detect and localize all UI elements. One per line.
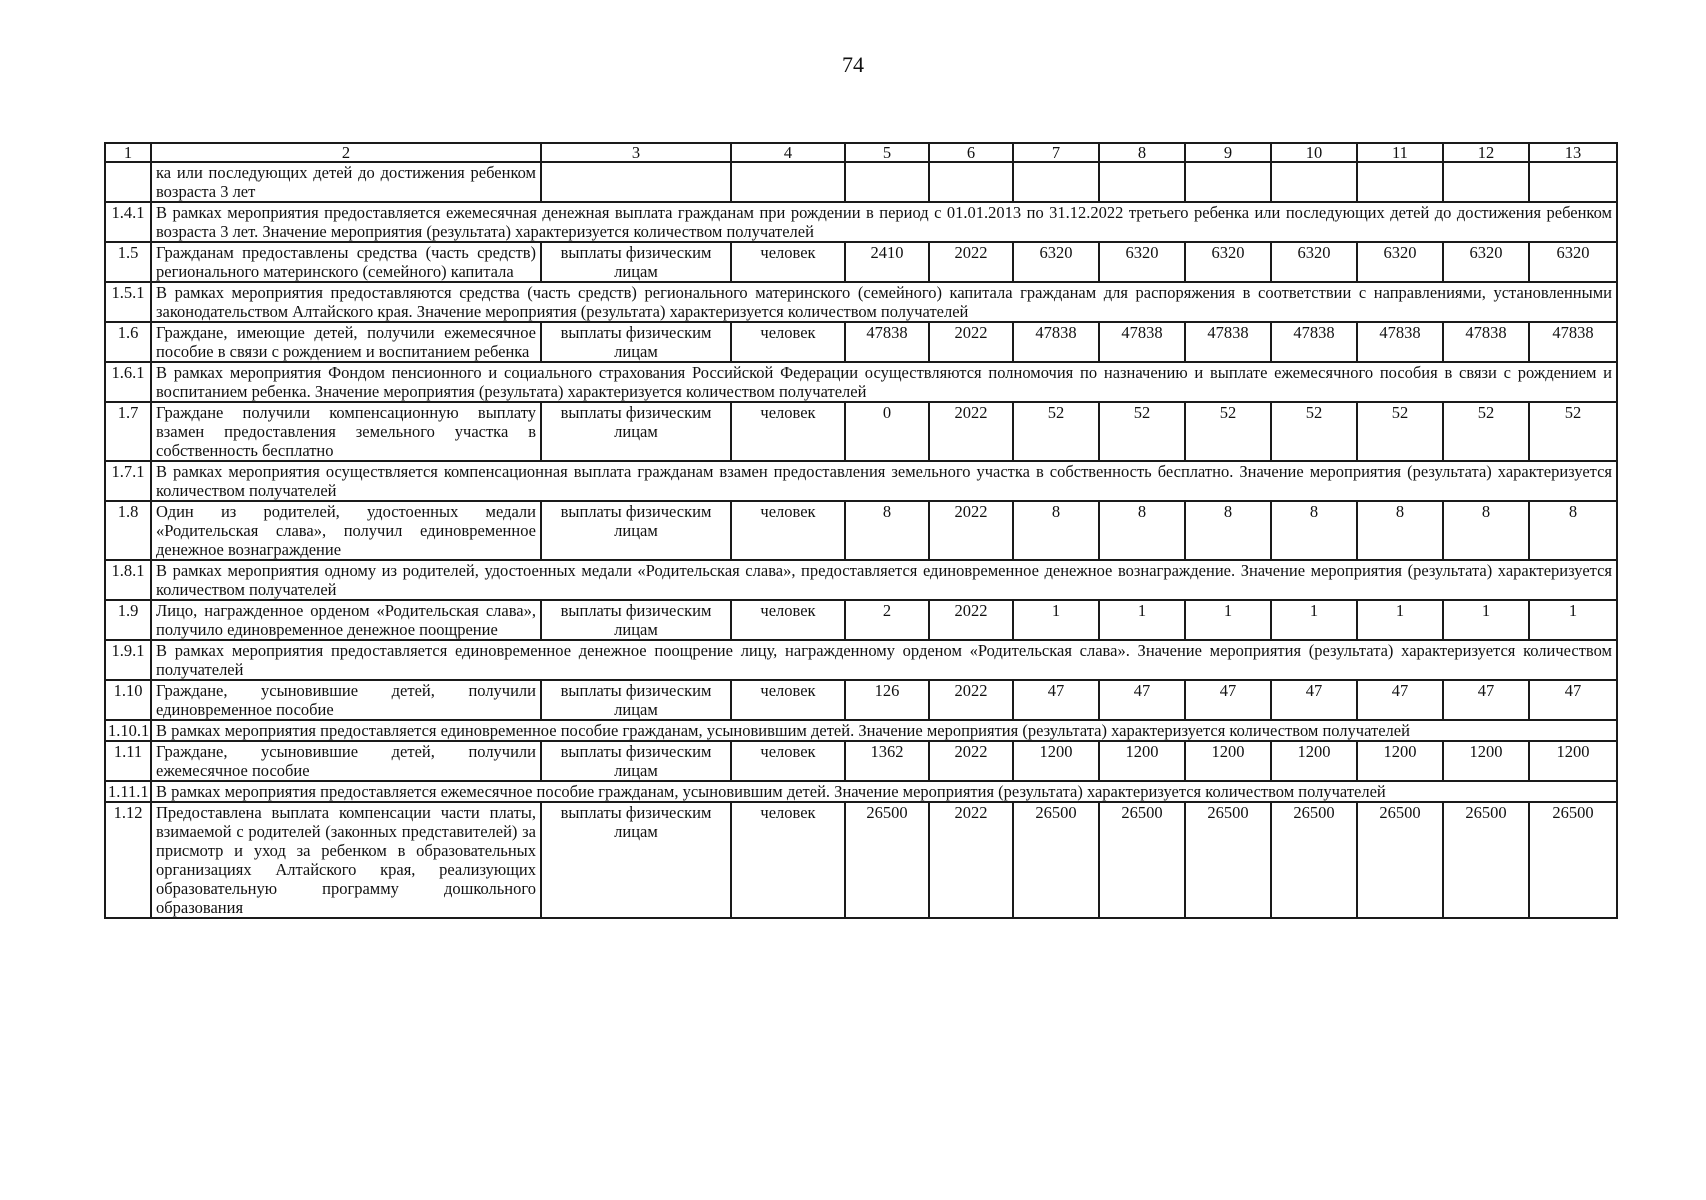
unit: человек	[731, 802, 845, 918]
col-header-6: 6	[929, 143, 1013, 162]
indicator-name: ка или последующих детей до достижения ребенком возраста 3 лет	[151, 162, 541, 202]
target-value-7: 26500	[1529, 802, 1617, 918]
indicator-row	[105, 322, 1617, 362]
col-header-2: 2	[151, 143, 541, 162]
col-header-1: 1	[105, 143, 151, 162]
row-number: 1.7	[105, 402, 151, 461]
indicator-row	[105, 802, 1617, 918]
description-row	[105, 781, 1617, 802]
target-value-5: 8	[1357, 501, 1443, 560]
description-row	[105, 560, 1617, 600]
indicator-row	[105, 680, 1617, 720]
target-value-2: 26500	[1099, 802, 1185, 918]
description-text: В рамках мероприятия предоставляется единовременное пособие гражданам, усыновившим детей. Значение мероприятия (результата) характеризуется количеством получателей	[151, 720, 1617, 741]
indicator-row	[105, 741, 1617, 781]
base-value: 26500	[845, 802, 929, 918]
col-header-12: 12	[1443, 143, 1529, 162]
description-row	[105, 202, 1617, 242]
col-header-13: 13	[1529, 143, 1617, 162]
unit: человек	[731, 242, 845, 282]
indicator-name: Предоставлена выплата компенсации части платы, взимаемой с родителей (законных представителей) за присмотр и уход за ребенком в образовательных организациях Алтайского края, реализующих образовательную программу дошкольного образования	[151, 802, 541, 918]
col-header-11: 11	[1357, 143, 1443, 162]
row-number: 1.5.1	[105, 282, 151, 322]
base-value: 47838	[845, 322, 929, 362]
target-value-3: 52	[1185, 402, 1271, 461]
col-header-8: 8	[1099, 143, 1185, 162]
target-value-1: 47	[1013, 680, 1099, 720]
target-value-2: 6320	[1099, 242, 1185, 282]
target-value-7: 6320	[1529, 242, 1617, 282]
description-text: В рамках мероприятия осуществляется компенсационная выплата гражданам взамен предоставления земельного участка в собственность бесплатно. Значение мероприятия (результата) характеризуется количеством получателей	[151, 461, 1617, 501]
target-value-5: 6320	[1357, 242, 1443, 282]
target-value-4: 1200	[1271, 741, 1357, 781]
unit: человек	[731, 600, 845, 640]
target-value-7: 1200	[1529, 741, 1617, 781]
col-header-5: 5	[845, 143, 929, 162]
base-year: 2022	[929, 322, 1013, 362]
target-value-2: 52	[1099, 402, 1185, 461]
col-header-9: 9	[1185, 143, 1271, 162]
base-year: 2022	[929, 741, 1013, 781]
description-row	[105, 282, 1617, 322]
target-value-4: 52	[1271, 402, 1357, 461]
description-text: В рамках мероприятия предоставляется единовременное денежное поощрение лицу, награжденному орденом «Родительская слава». Значение мероприятия (результата) характеризуется количеством получателей	[151, 640, 1617, 680]
target-value-3: 47	[1185, 680, 1271, 720]
description-text: В рамках мероприятия предоставляется ежемесячное пособие гражданам, усыновившим детей. Значение мероприятия (результата) характеризуется количеством получателей	[151, 781, 1617, 802]
row-number: 1.9	[105, 600, 151, 640]
target-value-4: 6320	[1271, 242, 1357, 282]
col-header-10: 10	[1271, 143, 1357, 162]
target-value-2: 8	[1099, 501, 1185, 560]
row-number: 1.7.1	[105, 461, 151, 501]
target-value-4: 47	[1271, 680, 1357, 720]
target-value-2: 1200	[1099, 741, 1185, 781]
target-value-7: 52	[1529, 402, 1617, 461]
indicator-name: Гражданам предоставлены средства (часть средств) регионального материнского (семейного) капитала	[151, 242, 541, 282]
target-value-6: 47838	[1443, 322, 1529, 362]
indicator-row	[105, 501, 1617, 560]
target-value-6: 6320	[1443, 242, 1529, 282]
base-value: 2410	[845, 242, 929, 282]
target-value-1: 26500	[1013, 802, 1099, 918]
indicator-type: выплаты физическим лицам	[541, 322, 731, 362]
target-value-4: 47838	[1271, 322, 1357, 362]
description-row	[105, 640, 1617, 680]
base-value: 2	[845, 600, 929, 640]
target-value-5: 47	[1357, 680, 1443, 720]
target-value-7: 1	[1529, 600, 1617, 640]
indicator-type: выплаты физическим лицам	[541, 741, 731, 781]
row-number: 1.11.1	[105, 781, 151, 802]
target-value-3: 26500	[1185, 802, 1271, 918]
target-value-4: 26500	[1271, 802, 1357, 918]
base-year: 2022	[929, 242, 1013, 282]
target-value-5: 1200	[1357, 741, 1443, 781]
description-row	[105, 720, 1617, 741]
target-value-1: 47838	[1013, 322, 1099, 362]
target-value-3: 8	[1185, 501, 1271, 560]
unit: человек	[731, 501, 845, 560]
row-number: 1.9.1	[105, 640, 151, 680]
indicator-type: выплаты физическим лицам	[541, 600, 731, 640]
base-year: 2022	[929, 802, 1013, 918]
target-value-1: 1	[1013, 600, 1099, 640]
col-header-3: 3	[541, 143, 731, 162]
continuation-row	[105, 162, 1617, 202]
indicator-name: Граждане, усыновившие детей, получили единовременное пособие	[151, 680, 541, 720]
target-value-5: 47838	[1357, 322, 1443, 362]
indicators-table	[104, 142, 1618, 919]
unit: человек	[731, 322, 845, 362]
indicators-table-wrap	[104, 142, 1616, 919]
target-value-3: 1200	[1185, 741, 1271, 781]
target-value-4: 1	[1271, 600, 1357, 640]
description-text: В рамках мероприятия предоставляются средства (часть средств) регионального материнского (семейного) капитала гражданам для распоряжения в соответствии с направлениями, установленными законодательством Алтайского края. Значение мероприятия (результата) характеризуется количеством получателей	[151, 282, 1617, 322]
base-value: 126	[845, 680, 929, 720]
indicator-name: Граждане, усыновившие детей, получили ежемесячное пособие	[151, 741, 541, 781]
indicator-type: выплаты физическим лицам	[541, 501, 731, 560]
target-value-1: 8	[1013, 501, 1099, 560]
target-value-7: 47838	[1529, 322, 1617, 362]
indicator-row	[105, 402, 1617, 461]
col-header-7: 7	[1013, 143, 1099, 162]
description-text: В рамках мероприятия Фондом пенсионного и социального страхования Российской Федерации осуществляются полномочия по назначению и выплате ежемесячного пособия в связи с рождением и воспитанием ребенка. Значение мероприятия (результата) характеризуется количеством получателей	[151, 362, 1617, 402]
target-value-6: 1200	[1443, 741, 1529, 781]
page-number: 74	[842, 52, 864, 77]
description-text: В рамках мероприятия предоставляется ежемесячная денежная выплата гражданам при рождении в период с 01.01.2013 по 31.12.2022 третьего ребенка или последующих детей до достижения ребенком возраста 3 лет. Значение мероприятия (результата) характеризуется количеством получателей	[151, 202, 1617, 242]
indicator-row	[105, 600, 1617, 640]
base-year: 2022	[929, 402, 1013, 461]
row-number: 1.6	[105, 322, 151, 362]
indicator-type: выплаты физическим лицам	[541, 680, 731, 720]
indicator-type: выплаты физическим лицам	[541, 242, 731, 282]
description-row	[105, 362, 1617, 402]
target-value-1: 1200	[1013, 741, 1099, 781]
col-header-4: 4	[731, 143, 845, 162]
table-body	[105, 143, 1617, 918]
base-year: 2022	[929, 501, 1013, 560]
target-value-2: 47838	[1099, 322, 1185, 362]
row-number: 1.10.1	[105, 720, 151, 741]
target-value-6: 26500	[1443, 802, 1529, 918]
row-number	[105, 162, 151, 202]
row-number: 1.4.1	[105, 202, 151, 242]
unit: человек	[731, 741, 845, 781]
row-number: 1.11	[105, 741, 151, 781]
indicator-type: выплаты физическим лицам	[541, 402, 731, 461]
target-value-5: 1	[1357, 600, 1443, 640]
indicator-name: Граждане, имеющие детей, получили ежемесячное пособие в связи с рождением и воспитанием ребенка	[151, 322, 541, 362]
description-text: В рамках мероприятия одному из родителей, удостоенных медали «Родительская слава», предоставляется единовременное денежное вознаграждение. Значение мероприятия (результата) характеризуется количеством получателей	[151, 560, 1617, 600]
row-number: 1.10	[105, 680, 151, 720]
row-number: 1.8	[105, 501, 151, 560]
target-value-5: 52	[1357, 402, 1443, 461]
row-number: 1.8.1	[105, 560, 151, 600]
target-value-7: 8	[1529, 501, 1617, 560]
target-value-2: 1	[1099, 600, 1185, 640]
target-value-2: 47	[1099, 680, 1185, 720]
target-value-3: 1	[1185, 600, 1271, 640]
target-value-3: 6320	[1185, 242, 1271, 282]
indicator-type: выплаты физическим лицам	[541, 802, 731, 918]
target-value-4: 8	[1271, 501, 1357, 560]
target-value-6: 52	[1443, 402, 1529, 461]
base-value: 0	[845, 402, 929, 461]
row-number: 1.12	[105, 802, 151, 918]
indicator-row	[105, 242, 1617, 282]
column-number-header-row	[105, 143, 1617, 162]
description-row	[105, 461, 1617, 501]
target-value-3: 47838	[1185, 322, 1271, 362]
target-value-1: 52	[1013, 402, 1099, 461]
base-value: 1362	[845, 741, 929, 781]
indicator-name: Граждане получили компенсационную выплату взамен предоставления земельного участка в собственность бесплатно	[151, 402, 541, 461]
target-value-6: 8	[1443, 501, 1529, 560]
target-value-6: 1	[1443, 600, 1529, 640]
target-value-1: 6320	[1013, 242, 1099, 282]
unit: человек	[731, 680, 845, 720]
row-number: 1.6.1	[105, 362, 151, 402]
base-year: 2022	[929, 600, 1013, 640]
row-number: 1.5	[105, 242, 151, 282]
base-year: 2022	[929, 680, 1013, 720]
target-value-5: 26500	[1357, 802, 1443, 918]
target-value-6: 47	[1443, 680, 1529, 720]
unit: человек	[731, 402, 845, 461]
target-value-7: 47	[1529, 680, 1617, 720]
indicator-name: Лицо, награжденное орденом «Родительская слава», получило единовременное денежное поощрение	[151, 600, 541, 640]
base-value: 8	[845, 501, 929, 560]
indicator-name: Один из родителей, удостоенных медали «Родительская слава», получил единовременное денежное вознаграждение	[151, 501, 541, 560]
